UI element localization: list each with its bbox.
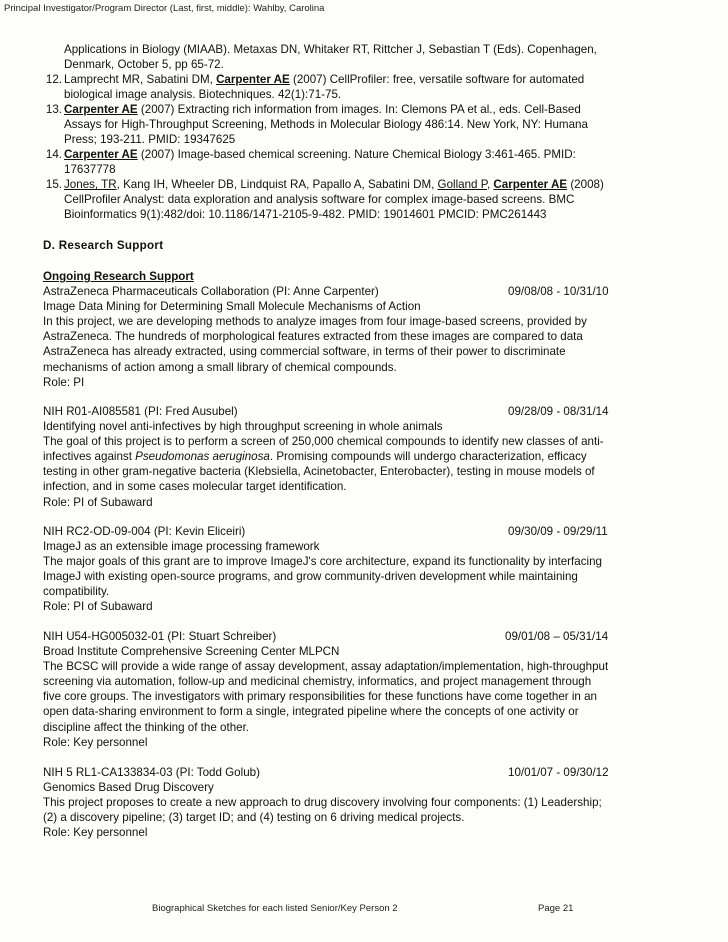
grant-description: In this project, we are developing methods to analyze images from four image-based screens, provided by	[43, 315, 587, 329]
grant-dates: 09/28/09 - 08/31/14	[508, 405, 609, 418]
highlighted-author: Carpenter AE	[216, 73, 290, 86]
grant-id-line: NIH 5 RL1-CA133834-03 (PI: Todd Golub) 10/01/07 - 09/30/12	[43, 766, 609, 779]
reference-13	[42, 102, 682, 147]
grant-title: Identifying novel anti-infectives by high throughput screening in whole animals	[43, 420, 443, 434]
reference-line: Jones, TR, Kang IH, Wheeler DB, Lindquist RA, Papallo A, Sabatini DM, Golland P, Carpenter AE (2008)	[64, 178, 604, 191]
grant-id-line: AstraZeneca Pharmaceuticals Collaboration (PI: Anne Carpenter) 09/08/08 - 10/31/10	[43, 285, 609, 299]
grant-role: Role: Key personnel	[43, 826, 148, 840]
grant-role: Role: PI	[43, 375, 85, 389]
grant-description: infectives against Pseudomonas aeruginosa. Promising compounds will undergo characterization, efficacy	[43, 450, 587, 464]
grant-description: testing in other gram-negative bacteria (Klebsiella, Acinetobacter, Enterobacter), testing in mouse models of	[43, 465, 595, 479]
reference-number: 14.	[45, 148, 62, 161]
reference-line: biological image analysis. Biotechniques. 42(1):71-75.	[64, 88, 342, 101]
section-subheading: Ongoing Research Support	[43, 270, 194, 283]
grant-description: compatibility.	[43, 585, 110, 599]
reference-line: Lamprecht MR, Sabatini DM, Carpenter AE (2007) CellProfiler: free, versatile software for automated	[64, 73, 585, 86]
reference-14	[42, 147, 682, 177]
grant-entry	[43, 269, 683, 390]
grant-entry	[43, 629, 683, 750]
reference-line: Denmark, October 5, pp 65-72.	[64, 58, 224, 71]
reference-list	[42, 42, 682, 222]
underlined-author: Jones, TR	[64, 178, 117, 191]
reference-line: Carpenter AE (2007) Image-based chemical screening. Nature Chemical Biology 3:461-465. PMID:	[64, 148, 576, 161]
grant-description: The BCSC will provide a wide range of assay development, assay adaptation/implementation, high-throughput	[43, 660, 609, 674]
grant-role: Role: PI of Subaward	[43, 495, 153, 509]
grant-description: ImageJ with existing open-source programs, and grow community-driven development while maintaining	[43, 570, 578, 584]
grant-description: screening via automation, follow-up and medicinal chemistry, informatics, and project management through	[43, 675, 592, 689]
reference-12	[42, 72, 682, 102]
underlined-author: Golland P	[437, 178, 487, 191]
grant-description: discipline affect the thinking of the other.	[43, 720, 250, 734]
grant-description: The goal of this project is to perform a screen of 250,000 chemical compounds to identify new classes of anti-	[43, 435, 604, 449]
grant-entry	[43, 524, 683, 615]
grant-role: Role: Key personnel	[43, 735, 148, 749]
highlighted-author: Carpenter AE	[64, 103, 138, 116]
grant-description: The major goals of this grant are to improve ImageJ's core architecture, expand its functionality by interfacing	[43, 555, 602, 569]
highlighted-author: Carpenter AE	[493, 178, 568, 191]
reference-number: 15.	[45, 178, 62, 191]
grant-title: ImageJ as an extensible image processing framework	[43, 540, 320, 554]
section-title: D. Research Support	[43, 239, 164, 252]
grant-description: five core groups. The investigators with primary responsibilities for these functions have come together in an	[43, 690, 597, 704]
grant-dates: 09/01/08 – 05/31/14	[505, 630, 609, 643]
grant-dates: 09/30/09 - 09/29/11	[508, 525, 608, 538]
grant-title: Broad Institute Comprehensive Screening Center MLPCN	[43, 645, 340, 659]
grant-entry	[43, 404, 683, 510]
page-header: Principal Investigator/Program Director (Last, first, middle): Wahlby, Carolina	[4, 3, 325, 14]
reference-number: 12.	[45, 73, 62, 86]
reference-line: Assays for High-Throughput Screening, Methods in Molecular Biology 486:14. New York, NY: Humana	[64, 118, 588, 131]
reference-number: 13.	[45, 103, 62, 116]
grant-description: (2) a discovery pipeline; (3) target ID; and (4) testing on 6 driving medical projects.	[43, 811, 465, 825]
grant-id-line: NIH R01-AI085581 (PI: Fred Ausubel) 09/28/09 - 08/31/14	[43, 405, 609, 418]
footer-title: Biographical Sketches for each listed Senior/Key Person 2	[152, 903, 398, 914]
reference-line: CellProfiler Analyst: data exploration and analysis software for complex image-based screens. BMC	[64, 193, 575, 206]
grant-role: Role: PI of Subaward	[43, 600, 153, 614]
reference-line: 17637778	[64, 163, 116, 176]
page-number: Page 21	[538, 903, 574, 914]
grant-entry	[43, 765, 683, 840]
grant-description: This project proposes to create a new approach to drug discovery involving four components: (1) Leadership;	[43, 796, 602, 810]
species-name: Pseudomonas aeruginosa	[135, 450, 270, 464]
grant-description: open data-sharing environment to form a single, integrated pipeline where the concepts of one activity or	[43, 705, 579, 719]
reference-line: Carpenter AE (2007) Extracting rich information from images. In: Clemons PA et al., eds. Cell-Based	[64, 103, 581, 116]
grant-id-line: NIH RC2-OD-09-004 (PI: Kevin Eliceiri) 09/30/09 - 09/29/11	[43, 525, 608, 538]
grant-title: Genomics Based Drug Discovery	[43, 781, 214, 795]
grant-title: Image Data Mining for Determining Small Molecule Mechanisms of Action	[43, 300, 421, 314]
grant-description: infection, and in some cases molecular target identification.	[43, 480, 347, 494]
grant-description: AstraZeneca. The hundreds of morphological features extracted from these images are compared to data	[43, 330, 583, 344]
grant-description: mechanisms of action among a small library of chemical compounds.	[43, 360, 397, 374]
grant-id-line: NIH U54-HG005032-01 (PI: Stuart Schreiber) 09/01/08 – 05/31/14	[43, 630, 609, 643]
grant-description: AstraZeneca has already extracted, using commercial software, in terms of their power to discriminate	[43, 345, 566, 359]
reference-line: Press; 193-211. PMID: 19347625	[64, 133, 236, 146]
reference-line: Applications in Biology (MIAAB). Metaxas DN, Whitaker RT, Rittcher J, Sebastian T (Eds). Copenhagen,	[64, 43, 597, 56]
grant-dates: 10/01/07 - 09/30/12	[508, 766, 609, 779]
reference-line: Bioinformatics 9(1):482/doi: 10.1186/1471-2105-9-482. PMID: 19014601 PMCID: PMC261443	[64, 208, 547, 221]
reference-15	[42, 177, 682, 222]
reference-continuation	[42, 42, 682, 72]
highlighted-author: Carpenter AE	[64, 148, 138, 161]
grant-dates: 09/08/08 - 10/31/10	[508, 285, 609, 299]
